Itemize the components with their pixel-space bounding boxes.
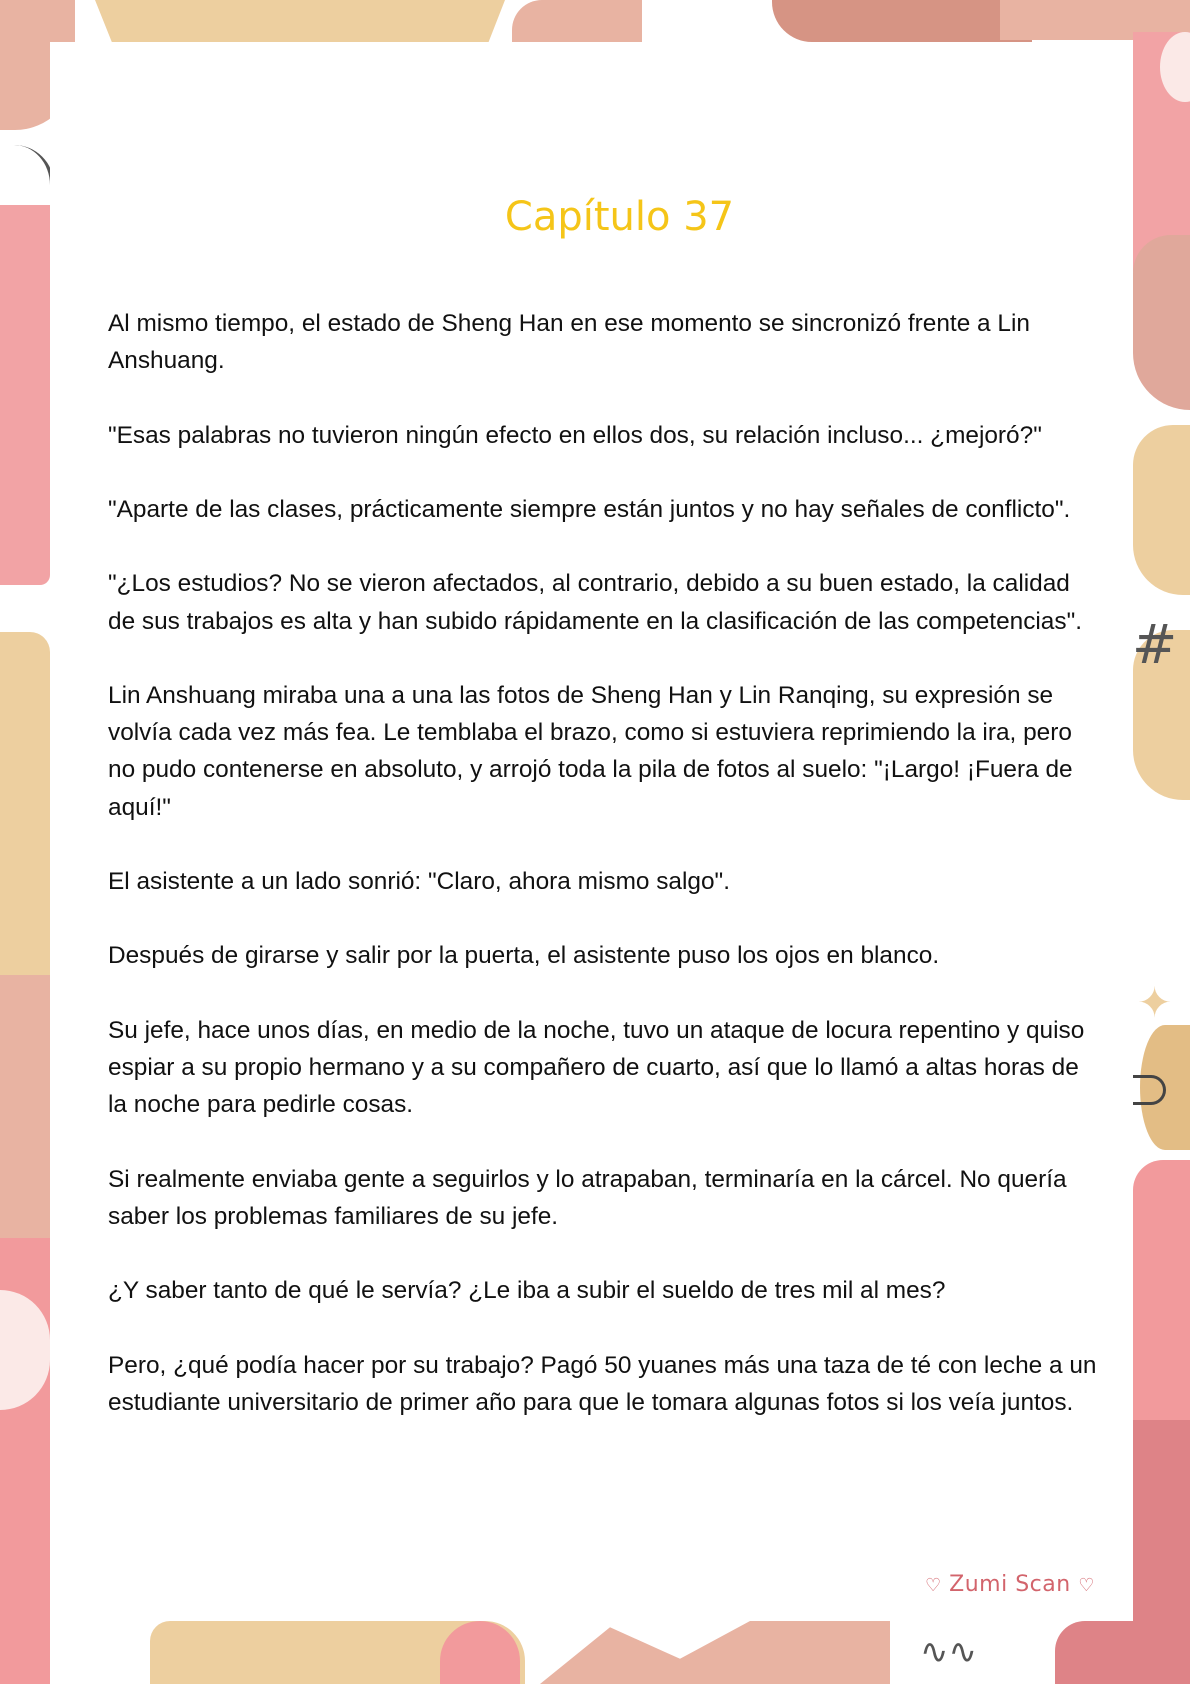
- chapter-title: Capítulo 37: [504, 194, 735, 240]
- deco-shape-left-sand: [0, 632, 50, 1007]
- hash-scribble-icon: #: [1132, 613, 1178, 676]
- paragraph: Después de girarse y salir por la puerta, el asistente puso los ojos en blanco.: [108, 942, 940, 970]
- paragraph: Lin Anshuang miraba una a una las fotos de Sheng Han y Lin Ranqing, su expresión se volvía cada vez más fea. Le temblaba el brazo, como si estuviera reprimiendo la ira, pero no pudo contenerse en absoluto, y arrojó toda la pila de fotos al suelo: "¡Largo! ¡Fuera de aquí!": [108, 681, 1073, 821]
- paragraph: "Aparte de las clases, prácticamente siempre están juntos y no hay señales de conflicto".: [108, 495, 1071, 523]
- paragraph: Si realmente enviaba gente a seguirlos y lo atrapaban, terminaría en la cárcel. No quería saber los problemas familiares de su jefe.: [108, 1165, 1067, 1230]
- paragraph: Al mismo tiempo, el estado de Sheng Han en ese momento se sincronizó frente a Lin Anshuang.: [108, 310, 1030, 375]
- deco-shape-bottom-peach: [540, 1621, 890, 1684]
- deco-shape-top-sand-2: [300, 0, 505, 42]
- deco-shape-right-sand-1: [1133, 425, 1190, 595]
- squiggle-icon: ∿∿: [920, 1632, 977, 1672]
- deco-shape-left-peach: [0, 975, 50, 1240]
- paragraph: El asistente a un lado sonrió: "Claro, ahora mismo salgo".: [108, 867, 730, 895]
- crescent-icon: [1133, 1075, 1166, 1105]
- deco-shape-right-brown-blob: [1133, 235, 1190, 410]
- scanlator-signature: [925, 1572, 1095, 1597]
- deco-shape-top-peach: [512, 0, 642, 42]
- paragraph: "Esas palabras no tuvieron ningún efecto en ellos dos, su relación incluso... ¿mejoró?": [108, 421, 1042, 449]
- paragraph: ¿Y saber tanto de qué le servía? ¿Le iba a subir el sueldo de tres mil al mes?: [108, 1277, 946, 1305]
- sparkle-icon: ✦: [1137, 978, 1173, 1027]
- deco-shape-bottom-rose: [1055, 1621, 1190, 1684]
- paragraph: "¿Los estudios? No se vieron afectados, al contrario, debido a su buen estado, la calidad de sus trabajos es alta y han subido rápidamente en la clasificación de las competencias".: [108, 570, 1083, 635]
- page-panel: [50, 42, 1133, 1621]
- deco-shape-top-sand: [95, 0, 305, 42]
- paragraph: Su jefe, hace unos días, en medio de la noche, tuvo un ataque de locura repentino y quiso espiar a su propio hermano y a su compañero de cuarto, así que lo llamó a altas horas de la noche para pedirle cosas.: [108, 1016, 1085, 1119]
- heart-icon: ♡: [925, 1575, 942, 1596]
- paragraph: Pero, ¿qué podía hacer por su trabajo? Pagó 50 yuanes más una taza de té con leche a un estudiante universitario de primer año para que le tomara algunas fotos si los veía juntos.: [108, 1351, 1097, 1416]
- deco-shape-left-pink: [0, 205, 50, 585]
- deco-shape-top-right-brown: [772, 0, 1032, 42]
- chapter-body: [108, 305, 1098, 1458]
- signature-text: Zumi Scan: [949, 1572, 1071, 1597]
- heart-icon: ♡: [1078, 1575, 1095, 1596]
